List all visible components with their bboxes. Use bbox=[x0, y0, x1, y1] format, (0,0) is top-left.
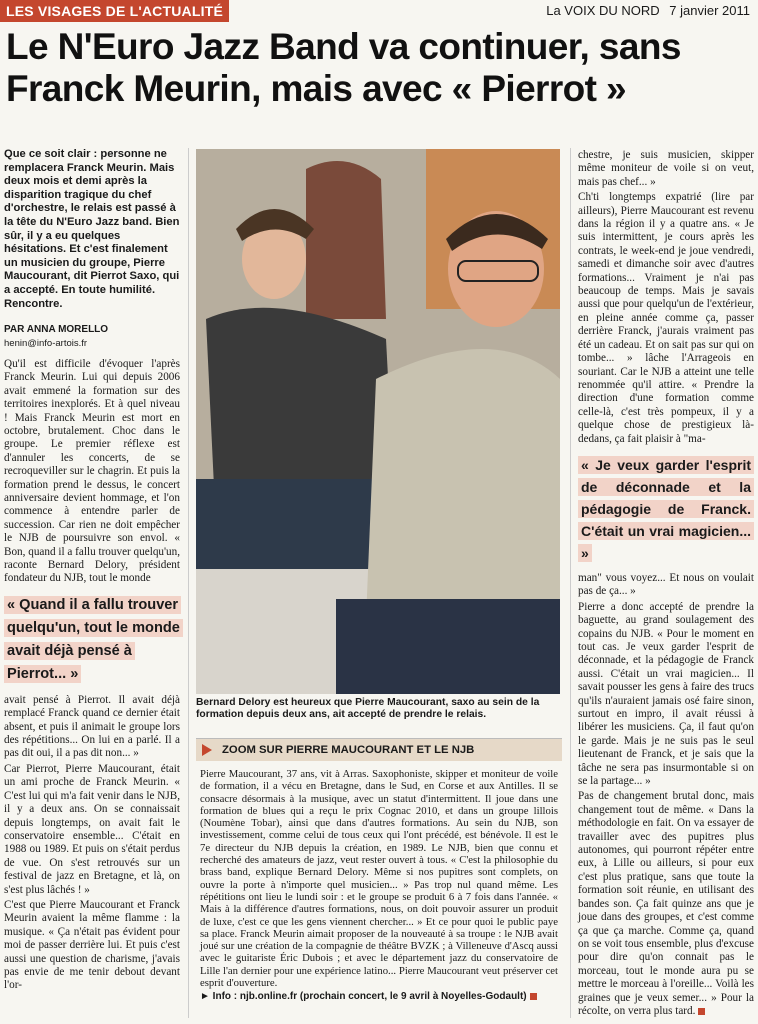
end-mark-icon bbox=[530, 993, 537, 1000]
publication-date: 7 janvier 2011 bbox=[669, 3, 750, 18]
page-header bbox=[0, 0, 758, 24]
pull-quote-2-text: « Je veux garder l'esprit de déconnade et la pédagogie de Franck. C'était un vrai magicien... » bbox=[578, 456, 754, 562]
paragraph: Car Pierrot, Pierre Maucourant, était un ami proche de Franck Meurin. « C'est lui qui m'a fait venir dans le NJB, il y a deux ans. On se connaissait depuis longtemps, on avait fait le conservatoire ensemble... C'était en 1988 ou 1989. Et puis on s'était perdus de vue. On s'est retrouvés sur un festival de jazz en Bretagne, et là, on s'est plus lâchés ! » bbox=[4, 762, 180, 896]
zoom-body bbox=[196, 761, 562, 1004]
zoom-info bbox=[200, 991, 558, 1003]
newspaper-info bbox=[540, 3, 750, 18]
article-body-part2 bbox=[4, 694, 180, 993]
paragraph bbox=[578, 790, 754, 1018]
column-right bbox=[578, 149, 754, 1020]
paragraph: avait pensé à Pierrot. Il avait déjà remplacé Franck quand ce dernier était absent, et puis il animait le groupe lors des répétitions... On lui en a parlé. Il a pas dit oui, il a pas dit non... » bbox=[4, 693, 180, 760]
paragraph: chestre, je suis musicien, skipper même moniteur de voile si on veut, mais pas chef... » bbox=[578, 149, 754, 188]
paragraph: Pierre a donc accepté de prendre la baguette, au grand soulagement des copains du NJB. « Pour le moment en tout cas. Je veux garder l'esprit de déconnade, et la pédagogie de Franck aussi. C'était un vrai magicien... Il savait pousser les gens à faire des trucs qu'ils n'auraient jamais osé faire sinon, surtout en impro, il avait réussi à libérer les musiciens. Ça, il faut qu'on le garde. Mais je ne suis pas le seul lieutenant de Franck, et je sais que la tâche ne sera pas insurmontable si on se la partage... » bbox=[578, 600, 754, 788]
section-tag: LES VISAGES DE L'ACTUALITÉ bbox=[0, 0, 229, 22]
author-email: henin@info-artois.fr bbox=[4, 337, 88, 349]
zoom-header bbox=[196, 739, 562, 761]
headline: Le N'Euro Jazz Band va continuer, sans Franck Meurin, mais avec « Pierrot » bbox=[6, 26, 681, 109]
column-divider-left bbox=[188, 148, 189, 1018]
article-photo bbox=[196, 149, 560, 694]
zoom-text: Pierre Maucourant, 37 ans, vit à Arras. Saxophoniste, skipper et moniteur de voile de formation, il a vécu en Bretagne, dans le Sud, en Corse et aux Antilles. Il se consacre désormais à la musique, avec un statut d'intermittent. Il joue dans une formation de blues qui a reçu le prix Cognac 2010, et dans un groupe lillois (Noumène Tobar), ainsi que dans d'autres formations. Au sein du NJB, son investissement, comme celui de tous ceux qui l'ont précédé, est bénévole. Il est le 7e directeur du NJB depuis la création, en 1989. Le NJB, bien que connu et recherché des amateurs de jazz, veut rester ouvert à tous. « C'est la philosophie du brass band, explique Bernard Delory. Même si nos pupitres sont complets, on ouvre la porte à n'importe quel musicien... » Pas trop nul quand même. Les répétitions ont lieu le lundi soir : et le groupe se produit 6 à 7 fois dans l'année. « Mais à la différence d'autres formations, nous, on doit pouvoir assurer un produit de luxe, c'est ce que les gens viennent chercher... » Et ce pour quoi le public paye sa place. Franck Meurin aimait proposer de la nouveauté à sa troupe : le NJB avait joué sur une création de la compagnie de théâtre BVZK ; à Villeneuve d'Ascq aussi avec le guitariste Éric Dubois ; et avec le département jazz du conservatoire de Lille l'an dernier pour une expérience latino... Pierre Maucourant veut préserver cet esprit d'ouverture. bbox=[200, 768, 558, 990]
zoom-info-text: ► Info : njb.online.fr (prochain concert, le 9 avril à Noyelles-Godault) bbox=[200, 991, 527, 1003]
byline: PAR ANNA MORELLO bbox=[4, 324, 109, 336]
photo-caption: Bernard Delory est heureux que Pierre Maucourant, saxo au sein de la formation depuis deux ans, ait accepté de prendre le relais. bbox=[196, 697, 540, 721]
column-left bbox=[4, 148, 180, 995]
zoom-title: ZOOM SUR PIERRE MAUCOURANT ET LE NJB bbox=[222, 744, 475, 756]
column-divider-right bbox=[570, 148, 571, 1018]
pull-quote-2 bbox=[578, 454, 754, 564]
paragraph: man" vous voyez... Et nous on voulait pas de ça... » bbox=[578, 571, 754, 598]
pull-quote-1-text: « Quand il a fallu trouver quelqu'un, tout le monde avait déjà pensé à Pierrot... » bbox=[4, 596, 183, 683]
paragraph-text: Pas de changement brutal donc, mais changement tout de même. « Dans la méthodologie en fait. On va essayer de travailler avec des pupitres plus autonomes, qui pourront répéter entre eux, à Lille ou ailleurs, si pour eux c'est plus pratique, sans que toute la formation soit réunie, en utilisant des bandes son. Ça fait quinze ans que je joue dans des groupes, et c'est comme ça que ça marche. Comme ça, quand on se voit tous ensemble, plus d'excuse pour dire qu'on connait pas le morceau, tout le monde aura pu se mettre le morceau à l'oreille... Voilà les graines que je veux semer... » Pour la récolte, on verra plus tard. bbox=[578, 790, 754, 1017]
standfirst: Que ce soit clair : personne ne remplacera Franck Meurin. Mais deux mois et demi après la disparition tragique du chef d'orchestre, le relais est passé à la tête du N'Euro Jazz band. Bien sûr, il y a eu quelques hésitations. Et c'est finalement un musicien du groupe, Pierre Maucourant, dit Pierrot Saxo, qui a accepté. En toute humilité. Rencontre. bbox=[4, 148, 180, 310]
article-body-part1 bbox=[4, 358, 180, 586]
arrow-icon bbox=[202, 744, 212, 756]
newspaper-name: La VOIX DU NORD bbox=[546, 3, 660, 18]
photo-illustration bbox=[196, 149, 560, 694]
paragraph: Ch'ti longtemps expatrié (lire par ailleurs), Pierre Maucourant est revenu dans la région il y a quatre ans. « Je suis intermittent, je cours après les contrats, le week-end je joue vendredi, samedi et dimanche soir avec d'autres formations... Vraiment je n'ai pas beaucoup de temps. Mais je savais aussi que pour quelqu'un de l'extérieur, en pleine année comme ça, passer derrière Franck, j'aurais vraiment pas été un cadeau. Et on sait pas sur qui on tombe... » lâche l'Arrageois en souriant. Car le NJB a atteint une telle renommée qu'il attire. « Prendre la direction d'une formation comme celle-là, c'est très pompeux, il y a quelque chose de prestigieux là-dedans, ça fait plaisir à "ma- bbox=[578, 191, 754, 445]
pull-quote-1 bbox=[4, 594, 180, 686]
paragraph: C'est que Pierre Maucourant et Franck Meurin avaient la même flamme : la musique. « Ça n'était pas évident pour moi de passer derrière lui. Et puis c'est aussi une question de charisme, j'avais pas envie de me tenir debout devant l'or- bbox=[4, 898, 180, 992]
paragraph: Qu'il est difficile d'évoquer l'après Franck Meurin. Lui qui depuis 2006 avait emmené la formation sur des territoires inexplorés. Et à quel niveau ! Mais Franck Meurin est mort en octobre, brutalement. Choc dans le groupe. Le premier réflexe est d'annuler les concerts, de se recroqueviller sur le chagrin. Et puis la formation prend le dessus, le concert anniversaire devient hommage, et l'on commence à entendre parler de succession. Car rien ne doit empêcher le NJB de poursuivre son envol. « Bon, quand il a fallu trouver quelqu'un, raconte Bernard Delory, président fondateur du NJB, tout le monde bbox=[4, 357, 181, 585]
zoom-box bbox=[196, 738, 562, 1022]
end-mark-icon bbox=[698, 1008, 705, 1015]
